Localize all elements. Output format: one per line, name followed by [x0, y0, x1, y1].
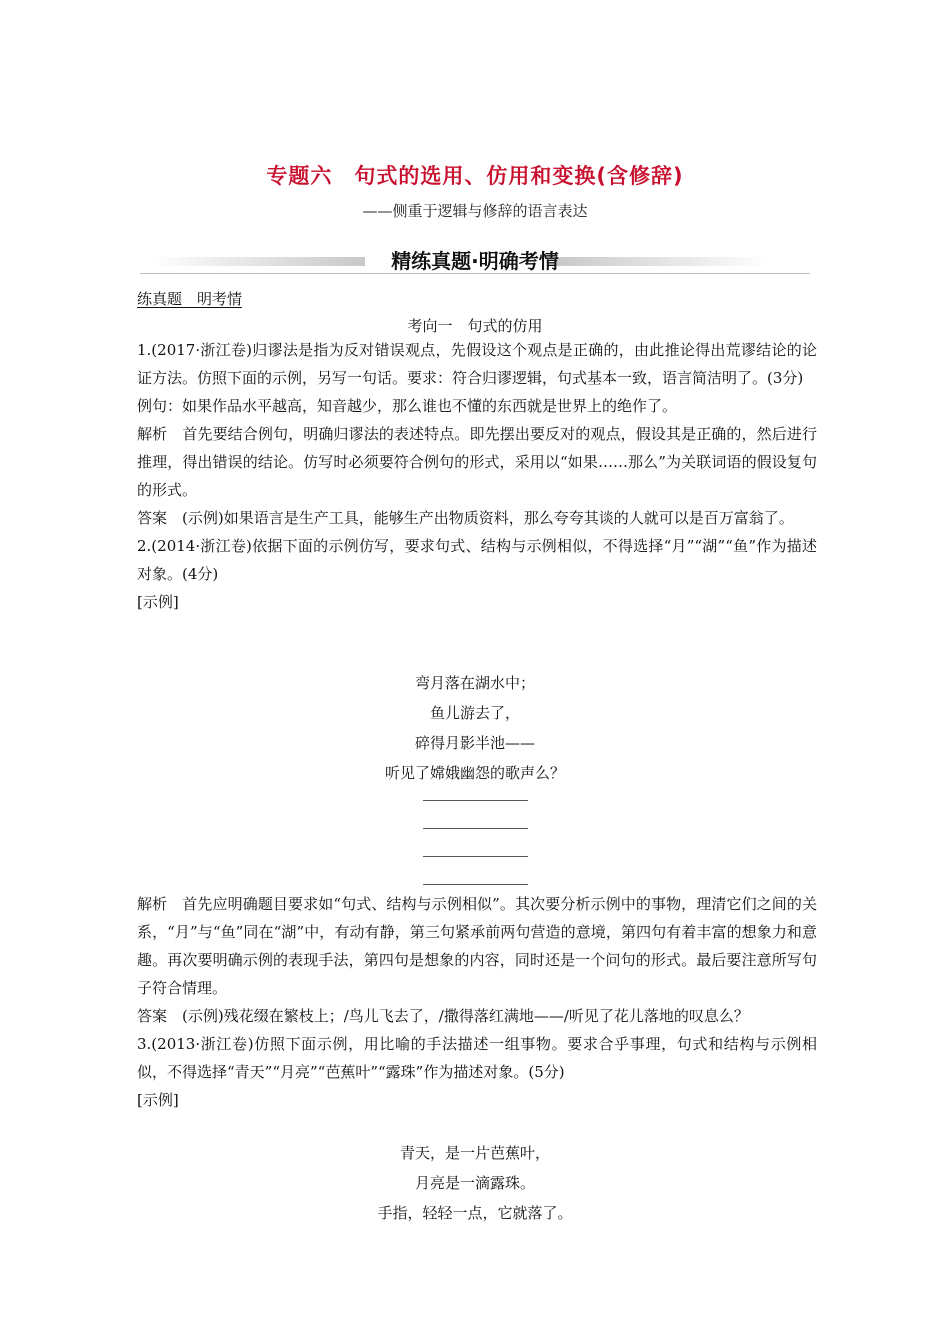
- poem-line: 青天，是一片芭蕉叶，: [399, 1144, 550, 1162]
- answer-blank-line: [423, 800, 528, 801]
- poem-line: 弯月落在湖水中；: [414, 674, 535, 692]
- q3-poem: [0, 1138, 950, 1228]
- banner-label: 精练真题·明确考情: [391, 249, 559, 273]
- poem-line: 月亮是一滴露珠。: [414, 1174, 535, 1192]
- answer-blank-line: [423, 828, 528, 829]
- answer-blank-line: [423, 856, 528, 857]
- banner-bar-right: [555, 257, 770, 266]
- question-1: [137, 336, 817, 616]
- section-banner: [140, 242, 810, 278]
- q1-example: 例句：如果作品水平越高，知音越少，那么谁也不懂的东西就是世界上的绝作了。: [137, 397, 678, 415]
- question-2-analysis: [137, 890, 817, 1114]
- q2-analysis: 解析 首先应明确题目要求如“句式、结构与示例相似”。其次要分析示例中的事物，理清它们之间的关系，“月”与“鱼”同在“湖”中，有动有静，第三句紧承前两句营造的意境，第四句有着丰富的想象力和意趣。再次要明确示例的表现手法，第四句是想象的内容，同时还是一个问句的形式。最后要注意所写句子符合情理。: [137, 895, 817, 997]
- section-label: 练真题 明考情: [137, 290, 243, 308]
- q2-example-label: [示例]: [137, 593, 179, 611]
- q2-answer: 答案 (示例)残花缀在繁枝上；/鸟儿飞去了，/撒得落红满地——/听见了花儿落地的叹息么？: [137, 1007, 749, 1025]
- poem-line: 听见了嫦娥幽怨的歌声么？: [384, 764, 565, 782]
- poem-line: 手指，轻轻一点，它就落了。: [377, 1204, 573, 1222]
- q1-answer: 答案 (示例)如果语言是生产工具，能够生产出物质资料，那么夸夸其谈的人就可以是百万富翁了。: [137, 509, 794, 527]
- q1-analysis: 解析 首先要结合例句，明确归谬法的表述特点。即先摆出要反对的观点，假设其是正确的，然后进行推理，得出错误的结论。仿写时必须要符合例句的形式，采用以“如果……那么”为关联词语的假设复句的形式。: [137, 425, 817, 499]
- q3-example-label: [示例]: [137, 1091, 179, 1109]
- poem-line: 鱼儿游去了，: [429, 704, 520, 722]
- q2-poem: [0, 668, 950, 788]
- q3-question: 3.(2013·浙江卷)仿照下面示例，用比喻的手法描述一组事物。要求合乎事理，句式和结构与示例相似，不得选择“青天”“月亮”“芭蕉叶”“露珠”作为描述对象。(5分): [137, 1035, 817, 1081]
- page-subtitle: ——侧重于逻辑与修辞的语言表达: [362, 202, 588, 220]
- q1-question: 1.(2017·浙江卷)归谬法是指为反对错误观点，先假设这个观点是正确的，由此推论得出荒谬结论的论证方法。仿照下面的示例，另写一句话。要求：符合归谬逻辑，句式基本一致，语言简洁明了。(3分): [137, 341, 817, 387]
- poem-line: 碎得月影半池——: [414, 734, 535, 752]
- q2-question: 2.(2014·浙江卷)依据下面的示例仿写，要求句式、结构与示例相似，不得选择“月”“湖”“鱼”作为描述对象。(4分): [137, 537, 817, 583]
- banner-bar-left: [150, 257, 365, 266]
- answer-blank-line: [423, 884, 528, 885]
- page-title: 专题六 句式的选用、仿用和变换(含修辞): [266, 164, 684, 188]
- direction-heading: 考向一 句式的仿用: [407, 317, 543, 335]
